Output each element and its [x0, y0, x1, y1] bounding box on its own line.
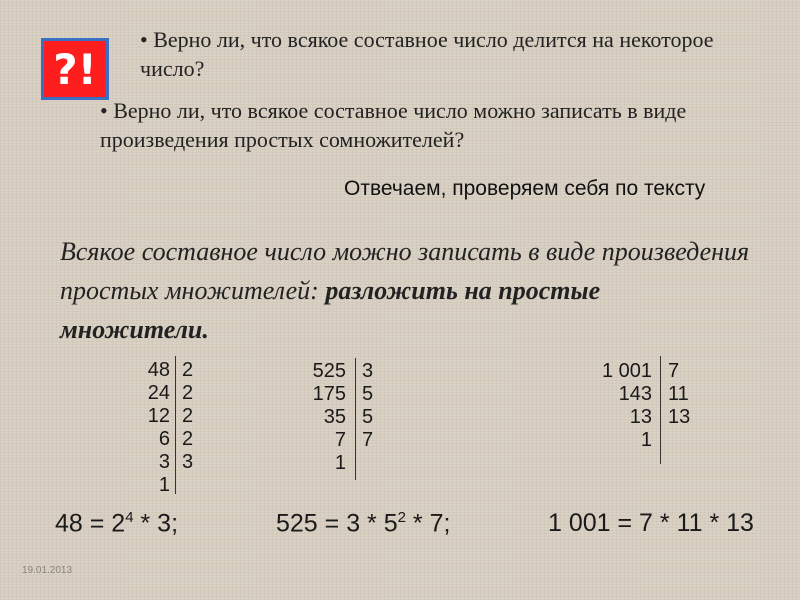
factor-number: 24 — [147, 382, 170, 404]
factor-value: 2 — [182, 382, 194, 404]
factor-value: 5 — [362, 406, 374, 428]
factor-value: 2 — [182, 428, 194, 450]
equation-48-exponent: 4 — [125, 509, 134, 526]
factor-number: 3 — [158, 451, 170, 473]
equation-48 — [55, 509, 178, 538]
rule-statement — [60, 232, 750, 349]
rule-italic: Всякое составное число можно записать в виде произведения простых множителей: — [60, 237, 750, 305]
factor-value: 5 — [362, 383, 374, 405]
factor-number: 7 — [334, 429, 346, 451]
factor-number: 1 — [158, 474, 170, 496]
equation-525-right: * 7; — [405, 509, 451, 538]
factor-table-1001-factors — [668, 360, 690, 429]
factor-number: 1 001 — [601, 360, 652, 382]
equation-525-exponent: 2 — [397, 509, 406, 526]
factor-value: 2 — [182, 359, 194, 381]
equation-1001: 1 001 = 7 * 11 * 13 — [548, 509, 754, 537]
factor-number: 143 — [618, 383, 652, 405]
factor-divider-1001 — [660, 356, 661, 464]
hint-text: Отвечаем, проверяем себя по тексту — [344, 177, 706, 200]
equation-48-right: * 3; — [133, 509, 179, 538]
equation-525-left: 525 = 3 * 5 — [276, 509, 398, 538]
factor-value: 11 — [668, 383, 689, 405]
factor-value: 3 — [362, 360, 374, 382]
question-1-text: Верно ли, что всякое составное число делится на некоторое число? — [140, 27, 714, 81]
factor-number: 12 — [147, 405, 170, 427]
factor-number: 35 — [323, 406, 346, 428]
question-2-text: Верно ли, что всякое составное число можно записать в виде произведения простых сомножителей? — [100, 98, 687, 152]
factor-number: 48 — [147, 359, 170, 381]
badge-icon — [41, 38, 109, 100]
factor-value: 3 — [182, 451, 194, 473]
factor-number: 175 — [312, 383, 346, 405]
factor-value: 7 — [362, 429, 374, 451]
question-2: • Верно ли, что всякое составное число можно записать в виде произведения простых сомножителей? — [100, 98, 687, 152]
question-1: • Верно ли, что всякое составное число делится на некоторое число? — [140, 27, 714, 81]
factor-number: 525 — [312, 360, 346, 382]
factor-number: 1 — [640, 429, 652, 451]
slide-date: 19.01.2013 — [22, 565, 73, 576]
factor-number: 1 — [334, 452, 346, 474]
factor-table-1001-numbers — [580, 360, 652, 452]
factor-divider-48 — [175, 356, 176, 494]
badge-label: ?! — [53, 44, 97, 94]
factor-value: 13 — [668, 406, 691, 428]
rule-bold: разложить на простые множители. — [60, 276, 601, 344]
factor-divider-525 — [355, 358, 356, 480]
equation-48-left: 48 = 2 — [55, 509, 126, 538]
factor-number: 6 — [158, 428, 170, 450]
factor-table-525-factors — [362, 360, 373, 452]
factor-table-525-numbers — [300, 360, 346, 475]
factor-table-48-factors — [182, 359, 193, 474]
factor-table-48-numbers — [130, 359, 170, 497]
factor-value: 2 — [182, 405, 194, 427]
factor-number: 13 — [629, 406, 652, 428]
equation-525 — [276, 509, 450, 538]
factor-value: 7 — [668, 360, 680, 382]
